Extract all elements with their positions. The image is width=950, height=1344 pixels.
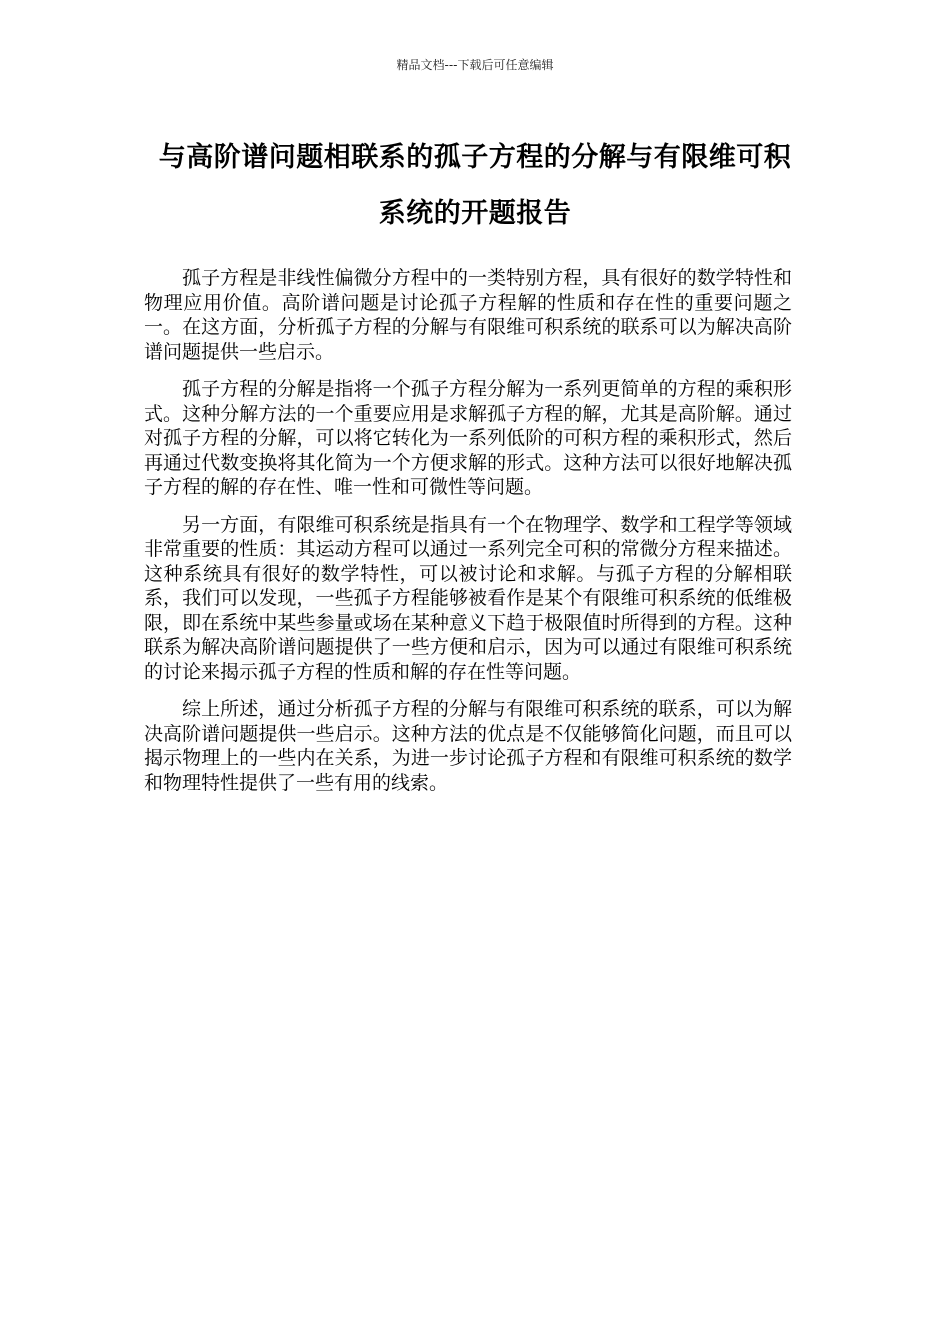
document-title (100, 130, 850, 242)
paragraph-1: 孤子方程是非线性偏微分方程中的一类特别方程，具有很好的数学特性和物理应用价值。高阶谱问题是讨论孤子方程解的性质和存在性的重要问题之一。在这方面，分析孤子方程的分解与有限维可积系统的联系可以为解决高阶谱问题提供一些启示。 (144, 267, 792, 363)
title-line-2: 系统的开题报告 (378, 198, 572, 229)
paragraph-4: 综上所述，通过分析孤子方程的分解与有限维可积系统的联系，可以为解决高阶谱问题提供一些启示。这种方法的优点是不仅能够简化问题，而且可以揭示物理上的一些内在关系，为进一步讨论孤子方程和有限维可积系统的数学和物理特性提供了一些有用的线索。 (144, 698, 792, 794)
header-note: 精品文档---下载后可任意编辑 (396, 58, 554, 72)
title-line-1: 与高阶谱问题相联系的孤子方程的分解与有限维可积 (158, 142, 792, 173)
paragraph-2: 孤子方程的分解是指将一个孤子方程分解为一系列更简单的方程的乘积形式。这种分解方法的一个重要应用是求解孤子方程的解，尤其是高阶解。通过对孤子方程的分解，可以将它转化为一系列低阶的可积方程的乘积形式，然后再通过代数变换将其化简为一个方便求解的形式。这种方法可以很好地解决孤子方程的解的存在性、唯一性和可微性等问题。 (144, 378, 792, 498)
document-body (144, 266, 792, 808)
paragraph-3: 另一方面，有限维可积系统是指具有一个在物理学、数学和工程学等领域非常重要的性质：其运动方程可以通过一系列完全可积的常微分方程来描述。这种系统具有很好的数学特性，可以被讨论和求解。与孤子方程的分解相联系，我们可以发现，一些孤子方程能够被看作是某个有限维可积系统的低维极限，即在系统中某些参量或场在某种意义下趋于极限值时所得到的方程。这种联系为解决高阶谱问题提供了一些方便和启示，因为可以通过有限维可积系统的讨论来揭示孤子方程的性质和解的存在性等问题。 (144, 513, 792, 683)
